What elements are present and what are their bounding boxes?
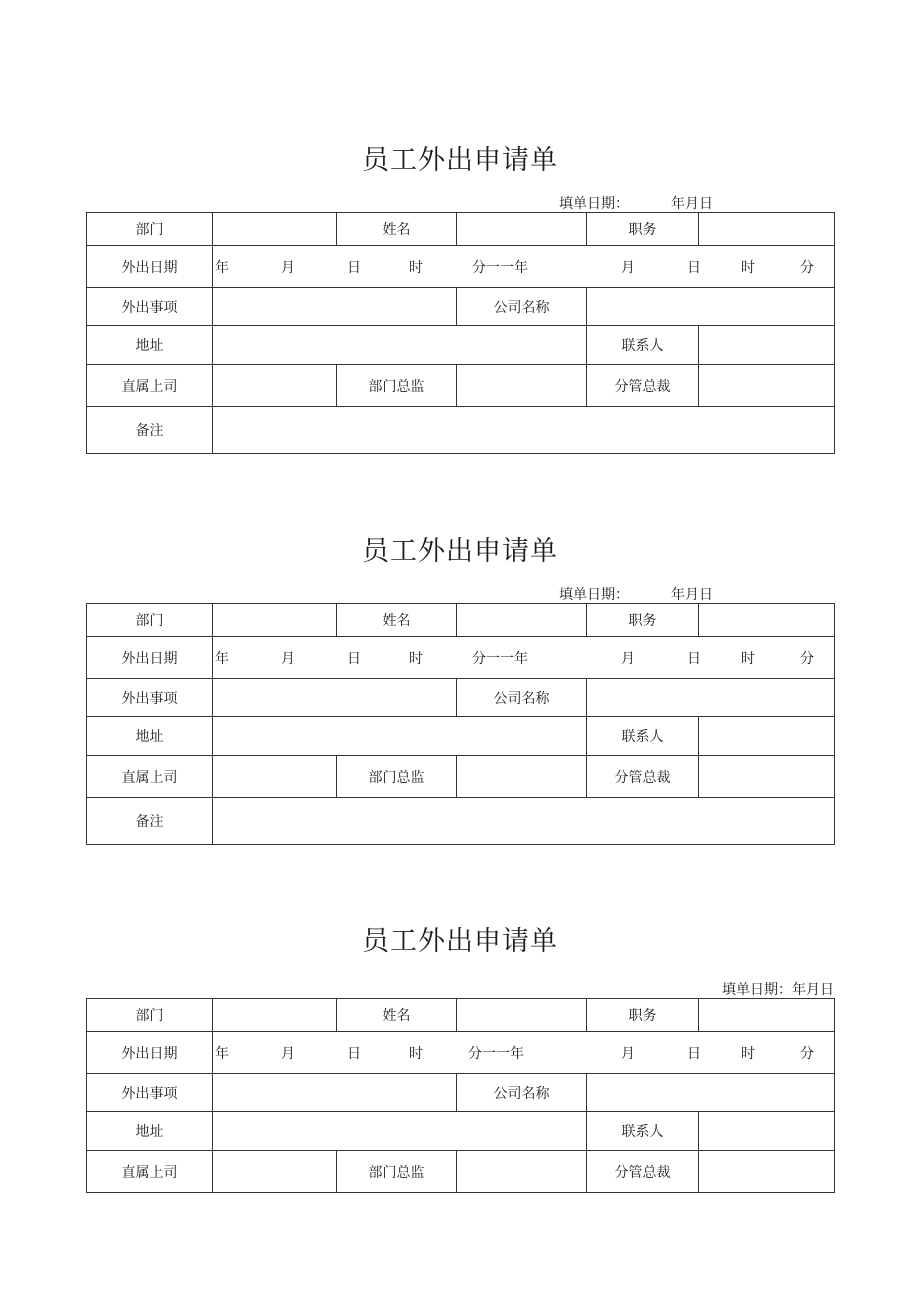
date-unit: 分一一年 [468, 1045, 524, 1062]
date-unit: 月 [281, 650, 295, 667]
contact-field[interactable] [699, 326, 835, 365]
form-table [86, 212, 835, 454]
director-label: 部门总监 [337, 1151, 457, 1193]
date-field[interactable] [213, 1032, 835, 1074]
position-label: 职务 [587, 999, 699, 1032]
name-field[interactable] [457, 604, 587, 637]
address-field[interactable] [213, 1112, 587, 1151]
vp-label: 分管总裁 [587, 756, 699, 798]
date-unit: 月 [621, 650, 635, 667]
date-unit: 日 [687, 259, 701, 276]
remarks-label: 备注 [87, 798, 213, 845]
date-unit: 时 [409, 650, 423, 667]
vp-label: 分管总裁 [587, 1151, 699, 1193]
address-label: 地址 [87, 1112, 213, 1151]
supervisor-field[interactable] [213, 1151, 337, 1193]
form-title: 员工外出申请单 [362, 145, 558, 176]
date-field[interactable] [213, 246, 835, 288]
date-unit: 月 [621, 1045, 635, 1062]
director-field[interactable] [457, 1151, 587, 1193]
matter-label: 外出事项 [87, 288, 213, 326]
vp-field[interactable] [699, 756, 835, 798]
date-unit: 日 [687, 650, 701, 667]
address-field[interactable] [213, 717, 587, 756]
date-label: 外出日期 [87, 246, 213, 288]
date-unit: 时 [741, 650, 755, 667]
fill-date-value: 年月日 [671, 196, 713, 212]
supervisor-field[interactable] [213, 365, 337, 407]
company-label: 公司名称 [457, 1074, 587, 1112]
date-unit: 日 [347, 259, 361, 276]
fill-date-label: 填单日期： [722, 982, 792, 998]
director-field[interactable] [457, 365, 587, 407]
name-field[interactable] [457, 213, 587, 246]
address-label: 地址 [87, 326, 213, 365]
director-field[interactable] [457, 756, 587, 798]
dept-label: 部门 [87, 604, 213, 637]
date-unit: 分 [800, 1045, 814, 1062]
form-title: 员工外出申请单 [362, 536, 558, 567]
date-unit: 月 [281, 259, 295, 276]
dept-field[interactable] [213, 213, 337, 246]
date-unit: 年 [215, 259, 229, 276]
date-unit: 日 [687, 1045, 701, 1062]
fill-date-value: 年月日 [792, 982, 834, 998]
company-field[interactable] [587, 679, 835, 717]
date-unit: 月 [621, 259, 635, 276]
contact-field[interactable] [699, 1112, 835, 1151]
vp-label: 分管总裁 [587, 365, 699, 407]
fill-date [559, 193, 713, 213]
date-unit: 分一一年 [472, 650, 528, 667]
form-title: 员工外出申请单 [362, 926, 558, 957]
date-unit: 时 [741, 1045, 755, 1062]
vp-field[interactable] [699, 365, 835, 407]
date-unit: 时 [741, 259, 755, 276]
matter-label: 外出事项 [87, 679, 213, 717]
address-field[interactable] [213, 326, 587, 365]
supervisor-label: 直属上司 [87, 1151, 213, 1193]
contact-label: 联系人 [587, 717, 699, 756]
name-label: 姓名 [337, 604, 457, 637]
matter-label: 外出事项 [87, 1074, 213, 1112]
fill-date-value: 年月日 [671, 587, 713, 603]
remarks-label: 备注 [87, 407, 213, 454]
director-label: 部门总监 [337, 365, 457, 407]
date-unit: 分 [800, 259, 814, 276]
dept-label: 部门 [87, 213, 213, 246]
date-unit: 年 [215, 1045, 229, 1062]
vp-field[interactable] [699, 1151, 835, 1193]
date-unit: 分一一年 [472, 259, 528, 276]
date-unit: 年 [215, 650, 229, 667]
form-table [86, 998, 835, 1193]
fill-date-label: 填单日期： [559, 587, 629, 603]
contact-label: 联系人 [587, 1112, 699, 1151]
remarks-field[interactable] [213, 798, 835, 845]
position-field[interactable] [699, 999, 835, 1032]
name-label: 姓名 [337, 213, 457, 246]
dept-field[interactable] [213, 604, 337, 637]
fill-date [722, 979, 834, 999]
contact-field[interactable] [699, 717, 835, 756]
date-unit: 分 [800, 650, 814, 667]
date-unit: 日 [347, 1045, 361, 1062]
date-field[interactable] [213, 637, 835, 679]
matter-field[interactable] [213, 288, 457, 326]
date-label: 外出日期 [87, 1032, 213, 1074]
address-label: 地址 [87, 717, 213, 756]
name-label: 姓名 [337, 999, 457, 1032]
supervisor-label: 直属上司 [87, 756, 213, 798]
date-unit: 日 [347, 650, 361, 667]
company-label: 公司名称 [457, 288, 587, 326]
date-unit: 时 [409, 259, 423, 276]
matter-field[interactable] [213, 1074, 457, 1112]
date-unit: 时 [409, 1045, 423, 1062]
position-label: 职务 [587, 604, 699, 637]
name-field[interactable] [457, 999, 587, 1032]
date-label: 外出日期 [87, 637, 213, 679]
contact-label: 联系人 [587, 326, 699, 365]
company-label: 公司名称 [457, 679, 587, 717]
position-field[interactable] [699, 604, 835, 637]
dept-label: 部门 [87, 999, 213, 1032]
date-unit: 月 [281, 1045, 295, 1062]
remarks-field[interactable] [213, 407, 835, 454]
supervisor-label: 直属上司 [87, 365, 213, 407]
form-table [86, 603, 835, 845]
company-field[interactable] [587, 1074, 835, 1112]
position-field[interactable] [699, 213, 835, 246]
company-field[interactable] [587, 288, 835, 326]
matter-field[interactable] [213, 679, 457, 717]
dept-field[interactable] [213, 999, 337, 1032]
fill-date-label: 填单日期： [559, 196, 629, 212]
position-label: 职务 [587, 213, 699, 246]
director-label: 部门总监 [337, 756, 457, 798]
fill-date [559, 584, 713, 604]
supervisor-field[interactable] [213, 756, 337, 798]
